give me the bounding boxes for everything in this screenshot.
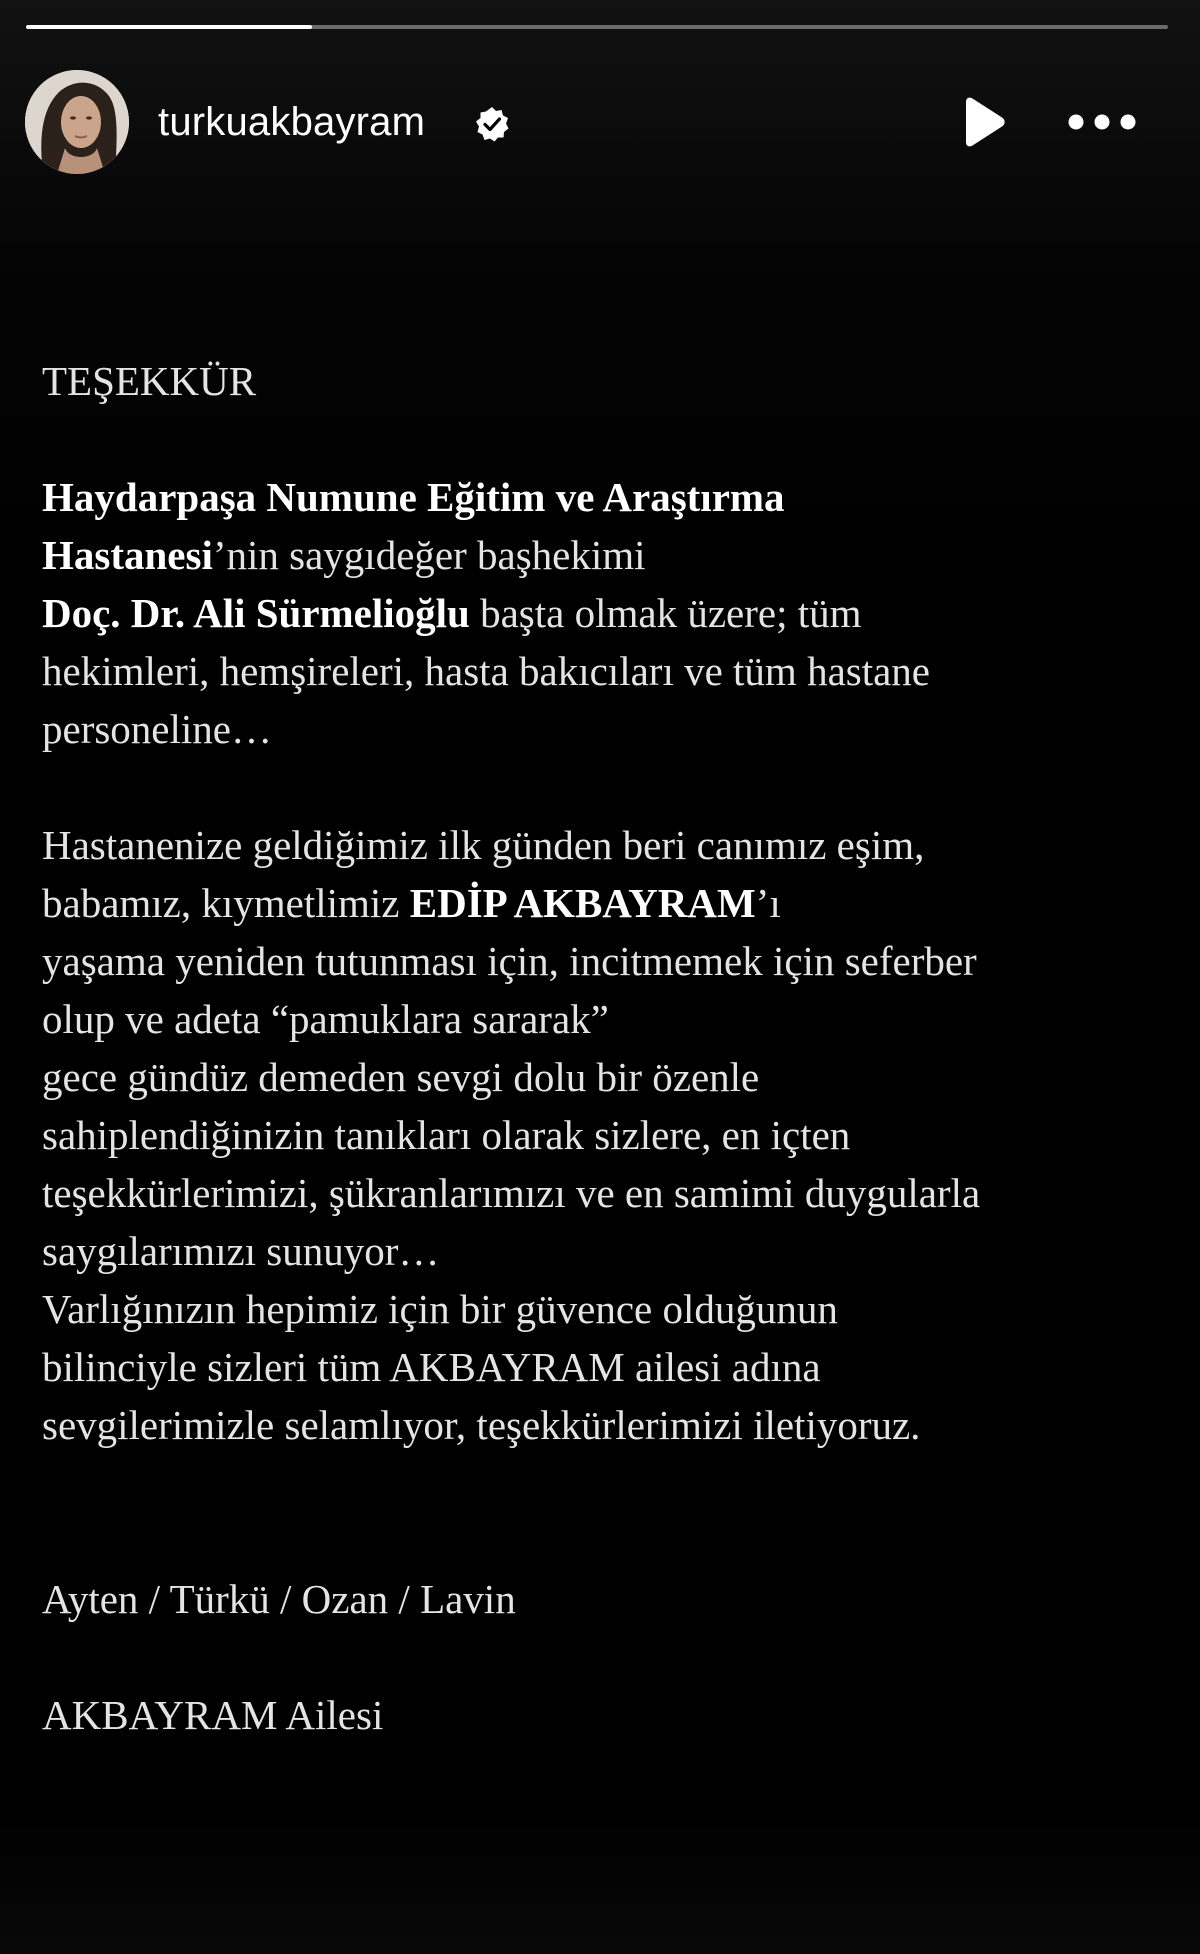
doctor-name: Doç. Dr. Ali Sürmelioğlu — [42, 590, 470, 636]
message-line: Hastanenize geldiğimiz ilk günden beri canımız eşim, — [42, 822, 925, 868]
hospital-name-cont: Hastanesi — [42, 532, 213, 578]
message-title: TEŞEKKÜR — [42, 358, 257, 404]
story-progress-bar — [26, 25, 1168, 29]
message-line — [42, 468, 1172, 526]
message-line: bilinciyle sizleri tüm AKBAYRAM ailesi adına — [42, 1344, 821, 1390]
story-header — [0, 68, 1200, 178]
message-text: başta olmak üzere; tüm — [469, 590, 862, 636]
message-line: personeline… — [42, 706, 272, 752]
message-line: teşekkürlerimizi, şükranlarımızı ve en samimi duygularla — [42, 1170, 981, 1216]
message-line: Varlığınızın hepimiz için bir güvence olduğunun — [42, 1286, 838, 1332]
message-text: ’nin saygıdeğer başhekimi — [212, 532, 646, 578]
message-line: yaşama yeniden tutunması için, incitmemek için seferber — [42, 938, 977, 984]
message-line: olup ve adeta “pamuklara sararak” — [42, 996, 609, 1042]
story-message — [42, 352, 1172, 1744]
verified-badge-icon — [474, 106, 510, 142]
story-progress-fill — [26, 25, 312, 29]
signature-names: Ayten / Türkü / Ozan / Lavin — [42, 1576, 516, 1622]
avatar-image — [25, 70, 129, 174]
message-line: saygılarımızı sunuyor… — [42, 1228, 440, 1274]
more-dots-icon — [1066, 108, 1138, 136]
message-text: ’ı — [755, 880, 781, 926]
play-button[interactable] — [958, 96, 1008, 148]
signature-family: AKBAYRAM Ailesi — [42, 1692, 384, 1738]
patient-name: EDİP AKBAYRAM — [409, 880, 756, 926]
message-line: gece gündüz demeden sevgi dolu bir özenle — [42, 1054, 760, 1100]
username-link[interactable]: turkuakbayram — [158, 100, 426, 144]
message-line: sevgilerimizle selamlıyor, teşekkürlerimizi iletiyoruz. — [42, 1402, 921, 1448]
hospital-name: Haydarpaşa Numune Eğitim ve Araştırma — [42, 474, 785, 520]
message-line — [42, 874, 1172, 932]
play-icon — [958, 96, 1008, 148]
message-line: sahiplendiğinizin tanıkları olarak sizlere, en içten — [42, 1112, 851, 1158]
more-options-button[interactable] — [1066, 108, 1138, 136]
message-line — [42, 526, 1172, 584]
message-text: babamız, kıymetlimiz — [42, 880, 410, 926]
avatar[interactable] — [25, 70, 129, 174]
message-line: hekimleri, hemşireleri, hasta bakıcıları ve tüm hastane — [42, 648, 931, 694]
message-line — [42, 584, 1172, 642]
